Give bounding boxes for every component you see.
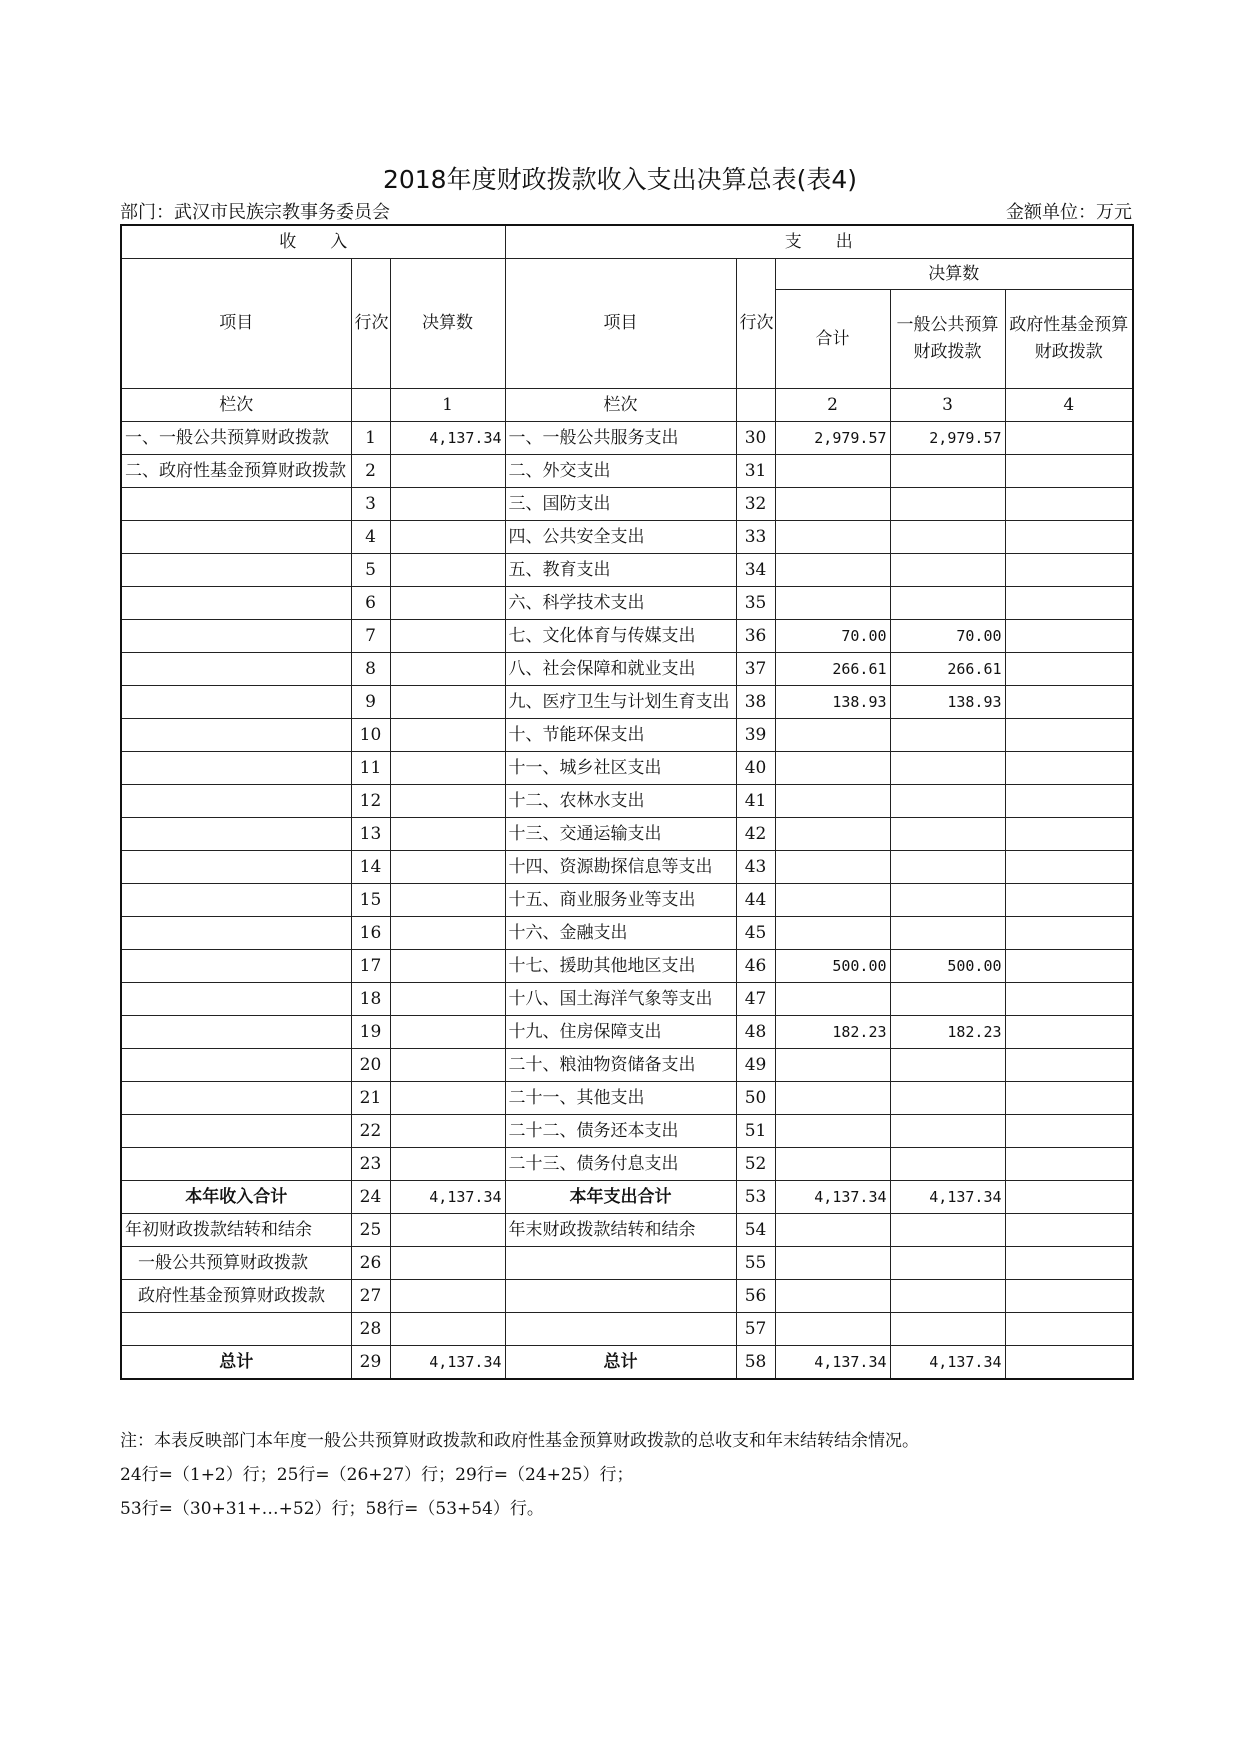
expense-general-cell: 4,137.34 xyxy=(890,1346,1005,1380)
income-rowno-cell: 4 xyxy=(351,521,390,554)
income-section-header: 收 入 xyxy=(121,225,505,259)
income-amount-cell xyxy=(390,785,505,818)
table-row xyxy=(121,950,1133,983)
table-row xyxy=(121,620,1133,653)
expense-total-cell xyxy=(775,521,890,554)
col-blank-left xyxy=(351,389,390,422)
table-row xyxy=(121,653,1133,686)
income-item-cell xyxy=(121,950,351,983)
income-rowno-cell: 7 xyxy=(351,620,390,653)
expense-fund-cell xyxy=(1005,752,1133,785)
expense-general-cell xyxy=(890,1313,1005,1346)
expense-item-cell: 九、医疗卫生与计划生育支出 xyxy=(505,686,736,719)
income-rowno-cell: 8 xyxy=(351,653,390,686)
income-amount-cell xyxy=(390,983,505,1016)
expense-rowno-cell: 35 xyxy=(736,587,775,620)
expense-total-cell xyxy=(775,719,890,752)
expense-total-cell xyxy=(775,1082,890,1115)
income-item-cell xyxy=(121,554,351,587)
income-item-cell xyxy=(121,785,351,818)
expense-general-cell xyxy=(890,1247,1005,1280)
expense-fund-cell xyxy=(1005,620,1133,653)
expense-rowno-cell: 54 xyxy=(736,1214,775,1247)
table-row xyxy=(121,1280,1133,1313)
expense-general-cell xyxy=(890,851,1005,884)
expense-total-cell: 138.93 xyxy=(775,686,890,719)
expense-rowno-cell: 49 xyxy=(736,1049,775,1082)
expense-fund-cell xyxy=(1005,719,1133,752)
income-amount-cell xyxy=(390,851,505,884)
budget-table xyxy=(120,224,1134,1380)
expense-fund-cell xyxy=(1005,1346,1133,1380)
income-item-cell xyxy=(121,851,351,884)
gov-fund-header: 政府性基金预算财政拨款 xyxy=(1005,290,1133,389)
income-amount-cell xyxy=(390,488,505,521)
expense-general-cell xyxy=(890,818,1005,851)
department-label: 部门：武汉市民族宗教事务委员会 xyxy=(120,202,390,223)
expense-total-cell xyxy=(775,1247,890,1280)
income-amount-cell xyxy=(390,587,505,620)
expense-general-cell xyxy=(890,521,1005,554)
expense-item-cell: 本年支出合计 xyxy=(505,1181,736,1214)
expense-total-cell xyxy=(775,587,890,620)
expense-item-cell: 六、科学技术支出 xyxy=(505,587,736,620)
income-amount-cell xyxy=(390,884,505,917)
expense-general-cell: 266.61 xyxy=(890,653,1005,686)
income-rowno-cell: 11 xyxy=(351,752,390,785)
expense-total-cell xyxy=(775,884,890,917)
income-item-cell xyxy=(121,884,351,917)
table-row xyxy=(121,1049,1133,1082)
income-amount-cell xyxy=(390,1115,505,1148)
income-amount-cell xyxy=(390,719,505,752)
expense-fund-cell xyxy=(1005,1082,1133,1115)
table-row xyxy=(121,785,1133,818)
expense-rowno-cell: 50 xyxy=(736,1082,775,1115)
expense-rowno-cell: 34 xyxy=(736,554,775,587)
income-item-cell xyxy=(121,686,351,719)
expense-rowno-cell: 43 xyxy=(736,851,775,884)
income-amount-cell xyxy=(390,1280,505,1313)
expense-item-cell: 二十二、债务还本支出 xyxy=(505,1115,736,1148)
expense-item-cell: 十一、城乡社区支出 xyxy=(505,752,736,785)
expense-item-cell: 十九、住房保障支出 xyxy=(505,1016,736,1049)
expense-item-cell: 年末财政拨款结转和结余 xyxy=(505,1214,736,1247)
general-budget-header: 一般公共预算财政拨款 xyxy=(890,290,1005,389)
expense-general-cell xyxy=(890,1082,1005,1115)
expense-item-cell: 总计 xyxy=(505,1346,736,1380)
expense-item-cell: 二十三、债务付息支出 xyxy=(505,1148,736,1181)
expense-general-cell xyxy=(890,1214,1005,1247)
col-index-1: 1 xyxy=(390,389,505,422)
income-amount-cell xyxy=(390,620,505,653)
table-row xyxy=(121,1313,1133,1346)
income-amount-cell xyxy=(390,752,505,785)
expense-total-cell xyxy=(775,1280,890,1313)
expense-rowno-cell: 55 xyxy=(736,1247,775,1280)
income-amount-cell xyxy=(390,1049,505,1082)
expense-fund-cell xyxy=(1005,1280,1133,1313)
expense-total-cell xyxy=(775,554,890,587)
note-line: 53行=（30+31+…+52）行；58行=（53+54）行。 xyxy=(120,1499,544,1519)
income-rowno-header: 行次 xyxy=(351,259,390,389)
expense-rowno-cell: 57 xyxy=(736,1313,775,1346)
expense-item-cell: 十、节能环保支出 xyxy=(505,719,736,752)
expense-fund-cell xyxy=(1005,686,1133,719)
expense-fund-cell xyxy=(1005,917,1133,950)
table-row xyxy=(121,554,1133,587)
income-rowno-cell: 17 xyxy=(351,950,390,983)
page-title: 2018年度财政拨款收入支出决算总表(表4) xyxy=(382,165,858,194)
expense-fund-cell xyxy=(1005,884,1133,917)
income-rowno-cell: 25 xyxy=(351,1214,390,1247)
income-item-cell xyxy=(121,653,351,686)
expense-fund-cell xyxy=(1005,554,1133,587)
income-rowno-cell: 6 xyxy=(351,587,390,620)
expense-total-cell xyxy=(775,785,890,818)
table-row xyxy=(121,1148,1133,1181)
table-row xyxy=(121,521,1133,554)
table-row xyxy=(121,1214,1133,1247)
expense-fund-cell xyxy=(1005,422,1133,455)
income-rowno-cell: 19 xyxy=(351,1016,390,1049)
unit-label: 金额单位：万元 xyxy=(1006,202,1132,223)
expense-general-cell xyxy=(890,488,1005,521)
table-row xyxy=(121,752,1133,785)
expense-rowno-cell: 42 xyxy=(736,818,775,851)
expense-item-cell: 二十一、其他支出 xyxy=(505,1082,736,1115)
expense-total-cell: 266.61 xyxy=(775,653,890,686)
expense-fund-cell xyxy=(1005,950,1133,983)
expense-fund-cell xyxy=(1005,521,1133,554)
expense-item-cell: 二、外交支出 xyxy=(505,455,736,488)
expense-fund-cell xyxy=(1005,818,1133,851)
expense-fund-cell xyxy=(1005,785,1133,818)
income-item-cell xyxy=(121,488,351,521)
expense-fund-cell xyxy=(1005,851,1133,884)
expense-general-cell xyxy=(890,587,1005,620)
col-label-right: 栏次 xyxy=(505,389,736,422)
expense-rowno-cell: 39 xyxy=(736,719,775,752)
table-row xyxy=(121,1346,1133,1380)
income-rowno-cell: 24 xyxy=(351,1181,390,1214)
income-amount-cell xyxy=(390,554,505,587)
expense-section-header: 支 出 xyxy=(505,225,1133,259)
expense-total-cell xyxy=(775,1049,890,1082)
expense-fund-cell xyxy=(1005,1247,1133,1280)
income-amount-cell xyxy=(390,1148,505,1181)
income-amount-cell xyxy=(390,1016,505,1049)
expense-rowno-cell: 41 xyxy=(736,785,775,818)
expense-total-cell: 2,979.57 xyxy=(775,422,890,455)
expense-total-cell xyxy=(775,1313,890,1346)
expense-general-cell: 138.93 xyxy=(890,686,1005,719)
expense-item-cell: 十四、资源勘探信息等支出 xyxy=(505,851,736,884)
income-item-cell: 政府性基金预算财政拨款 xyxy=(121,1280,351,1313)
income-rowno-cell: 18 xyxy=(351,983,390,1016)
expense-rowno-cell: 37 xyxy=(736,653,775,686)
income-item-cell xyxy=(121,1082,351,1115)
expense-fund-cell xyxy=(1005,1049,1133,1082)
expense-total-cell xyxy=(775,752,890,785)
expense-rowno-cell: 46 xyxy=(736,950,775,983)
expense-rowno-cell: 47 xyxy=(736,983,775,1016)
income-amount-cell xyxy=(390,686,505,719)
income-item-cell xyxy=(121,719,351,752)
col-index-3: 3 xyxy=(890,389,1005,422)
income-rowno-cell: 2 xyxy=(351,455,390,488)
expense-rowno-cell: 56 xyxy=(736,1280,775,1313)
expense-general-cell: 4,137.34 xyxy=(890,1181,1005,1214)
expense-rowno-cell: 32 xyxy=(736,488,775,521)
expense-general-cell: 182.23 xyxy=(890,1016,1005,1049)
expense-total-cell xyxy=(775,1214,890,1247)
col-blank-right xyxy=(736,389,775,422)
expense-item-cell: 二十、粮油物资储备支出 xyxy=(505,1049,736,1082)
col-index-2: 2 xyxy=(775,389,890,422)
income-rowno-cell: 27 xyxy=(351,1280,390,1313)
expense-item-cell xyxy=(505,1313,736,1346)
expense-total-cell: 500.00 xyxy=(775,950,890,983)
income-amount-cell xyxy=(390,917,505,950)
table-row xyxy=(121,488,1133,521)
income-amount-cell: 4,137.34 xyxy=(390,1346,505,1380)
expense-total-cell xyxy=(775,983,890,1016)
income-item-cell xyxy=(121,620,351,653)
expense-general-cell xyxy=(890,917,1005,950)
income-item-header: 项目 xyxy=(121,259,351,389)
expense-total-cell xyxy=(775,455,890,488)
total-header: 合计 xyxy=(775,290,890,389)
expense-total-cell: 4,137.34 xyxy=(775,1181,890,1214)
expense-fund-cell xyxy=(1005,983,1133,1016)
income-item-cell: 年初财政拨款结转和结余 xyxy=(121,1214,351,1247)
income-amount-cell xyxy=(390,1082,505,1115)
expense-fund-cell xyxy=(1005,455,1133,488)
expense-rowno-cell: 58 xyxy=(736,1346,775,1380)
income-amount-cell xyxy=(390,653,505,686)
expense-item-cell xyxy=(505,1247,736,1280)
expense-general-cell xyxy=(890,1280,1005,1313)
income-item-cell xyxy=(121,752,351,785)
expense-item-cell: 十七、援助其他地区支出 xyxy=(505,950,736,983)
income-rowno-cell: 3 xyxy=(351,488,390,521)
income-rowno-cell: 23 xyxy=(351,1148,390,1181)
income-rowno-cell: 22 xyxy=(351,1115,390,1148)
income-item-cell: 一、一般公共预算财政拨款 xyxy=(121,422,351,455)
expense-rowno-cell: 30 xyxy=(736,422,775,455)
expense-fund-cell xyxy=(1005,1148,1133,1181)
expense-rowno-cell: 36 xyxy=(736,620,775,653)
income-item-cell xyxy=(121,1016,351,1049)
report-meta xyxy=(120,198,1132,222)
expense-total-cell xyxy=(775,488,890,521)
expense-rowno-cell: 53 xyxy=(736,1181,775,1214)
expense-general-cell xyxy=(890,554,1005,587)
expense-fund-cell xyxy=(1005,587,1133,620)
expense-rowno-cell: 48 xyxy=(736,1016,775,1049)
notes xyxy=(120,1424,1132,1526)
expense-total-cell: 4,137.34 xyxy=(775,1346,890,1380)
expense-item-cell: 十三、交通运输支出 xyxy=(505,818,736,851)
expense-item-header: 项目 xyxy=(505,259,736,389)
expense-fund-cell xyxy=(1005,1214,1133,1247)
income-rowno-cell: 26 xyxy=(351,1247,390,1280)
income-amount-cell xyxy=(390,521,505,554)
expense-total-cell xyxy=(775,818,890,851)
income-rowno-cell: 28 xyxy=(351,1313,390,1346)
expense-fund-cell xyxy=(1005,1181,1133,1214)
income-amount-cell: 4,137.34 xyxy=(390,1181,505,1214)
table-row xyxy=(121,455,1133,488)
income-item-cell xyxy=(121,818,351,851)
expense-fund-cell xyxy=(1005,488,1133,521)
expense-item-cell: 十五、商业服务业等支出 xyxy=(505,884,736,917)
income-amount-cell xyxy=(390,1247,505,1280)
income-item-cell xyxy=(121,1115,351,1148)
expense-rowno-cell: 33 xyxy=(736,521,775,554)
income-item-cell: 本年收入合计 xyxy=(121,1181,351,1214)
expense-general-cell xyxy=(890,983,1005,1016)
income-rowno-cell: 15 xyxy=(351,884,390,917)
expense-rowno-cell: 40 xyxy=(736,752,775,785)
expense-general-cell: 70.00 xyxy=(890,620,1005,653)
expense-rowno-cell: 52 xyxy=(736,1148,775,1181)
expense-rowno-cell: 51 xyxy=(736,1115,775,1148)
expense-fund-cell xyxy=(1005,1313,1133,1346)
income-rowno-cell: 9 xyxy=(351,686,390,719)
expense-general-cell xyxy=(890,455,1005,488)
income-amount-cell: 4,137.34 xyxy=(390,422,505,455)
income-rowno-cell: 1 xyxy=(351,422,390,455)
expense-item-cell: 十八、国土海洋气象等支出 xyxy=(505,983,736,1016)
income-item-cell: 一般公共预算财政拨款 xyxy=(121,1247,351,1280)
table-row xyxy=(121,1247,1133,1280)
expense-general-cell: 500.00 xyxy=(890,950,1005,983)
income-item-cell: 总计 xyxy=(121,1346,351,1380)
expense-total-cell xyxy=(775,1148,890,1181)
expense-general-cell xyxy=(890,752,1005,785)
income-rowno-cell: 29 xyxy=(351,1346,390,1380)
expense-total-cell xyxy=(775,917,890,950)
table-row xyxy=(121,686,1133,719)
expense-total-cell xyxy=(775,851,890,884)
expense-item-cell: 三、国防支出 xyxy=(505,488,736,521)
income-item-cell: 二、政府性基金预算财政拨款 xyxy=(121,455,351,488)
note-line: 注：本表反映部门本年度一般公共预算财政拨款和政府性基金预算财政拨款的总收支和年末结转结余情况。 xyxy=(120,1431,919,1451)
income-item-cell xyxy=(121,587,351,620)
income-rowno-cell: 16 xyxy=(351,917,390,950)
expense-general-cell xyxy=(890,884,1005,917)
expense-rowno-cell: 31 xyxy=(736,455,775,488)
table-body xyxy=(121,422,1133,1380)
expense-item-cell: 十二、农林水支出 xyxy=(505,785,736,818)
expense-general-cell xyxy=(890,785,1005,818)
expense-fund-cell xyxy=(1005,653,1133,686)
expense-rowno-cell: 45 xyxy=(736,917,775,950)
expense-item-cell: 八、社会保障和就业支出 xyxy=(505,653,736,686)
note-line: 24行=（1+2）行；25行=（26+27）行；29行=（24+25）行； xyxy=(120,1465,634,1485)
income-item-cell xyxy=(121,1148,351,1181)
table-row xyxy=(121,851,1133,884)
expense-item-cell: 十六、金融支出 xyxy=(505,917,736,950)
income-amount-cell xyxy=(390,455,505,488)
table-row xyxy=(121,587,1133,620)
expense-fund-cell xyxy=(1005,1016,1133,1049)
expense-general-cell: 2,979.57 xyxy=(890,422,1005,455)
expense-item-cell: 五、教育支出 xyxy=(505,554,736,587)
income-item-cell xyxy=(121,983,351,1016)
expense-rowno-cell: 38 xyxy=(736,686,775,719)
income-rowno-cell: 14 xyxy=(351,851,390,884)
table-row xyxy=(121,422,1133,455)
table-row xyxy=(121,818,1133,851)
income-item-cell xyxy=(121,917,351,950)
income-amount-cell xyxy=(390,950,505,983)
income-rowno-cell: 10 xyxy=(351,719,390,752)
expense-rowno-header: 行次 xyxy=(736,259,775,389)
table-row xyxy=(121,1115,1133,1148)
expense-general-cell xyxy=(890,1049,1005,1082)
expense-total-cell: 70.00 xyxy=(775,620,890,653)
expense-item-cell xyxy=(505,1280,736,1313)
table-row xyxy=(121,884,1133,917)
table-row xyxy=(121,719,1133,752)
income-amount-header: 决算数 xyxy=(390,259,505,389)
expense-general-cell xyxy=(890,719,1005,752)
col-index-4: 4 xyxy=(1005,389,1133,422)
expense-fund-cell xyxy=(1005,1115,1133,1148)
expense-total-cell xyxy=(775,1115,890,1148)
col-label-left: 栏次 xyxy=(121,389,351,422)
expense-item-cell: 七、文化体育与传媒支出 xyxy=(505,620,736,653)
table-row xyxy=(121,1016,1133,1049)
expense-general-cell xyxy=(890,1115,1005,1148)
expense-item-cell: 四、公共安全支出 xyxy=(505,521,736,554)
table-row xyxy=(121,1082,1133,1115)
income-amount-cell xyxy=(390,1313,505,1346)
income-item-cell xyxy=(121,1049,351,1082)
income-item-cell xyxy=(121,521,351,554)
table-row xyxy=(121,1181,1133,1214)
expense-total-cell: 182.23 xyxy=(775,1016,890,1049)
income-rowno-cell: 5 xyxy=(351,554,390,587)
income-rowno-cell: 20 xyxy=(351,1049,390,1082)
expense-item-cell: 一、一般公共服务支出 xyxy=(505,422,736,455)
expense-amount-group-header: 决算数 xyxy=(775,259,1133,290)
income-rowno-cell: 21 xyxy=(351,1082,390,1115)
expense-rowno-cell: 44 xyxy=(736,884,775,917)
income-rowno-cell: 12 xyxy=(351,785,390,818)
table-row xyxy=(121,917,1133,950)
income-item-cell xyxy=(121,1313,351,1346)
table-row xyxy=(121,983,1133,1016)
income-amount-cell xyxy=(390,1214,505,1247)
income-amount-cell xyxy=(390,818,505,851)
expense-general-cell xyxy=(890,1148,1005,1181)
income-rowno-cell: 13 xyxy=(351,818,390,851)
